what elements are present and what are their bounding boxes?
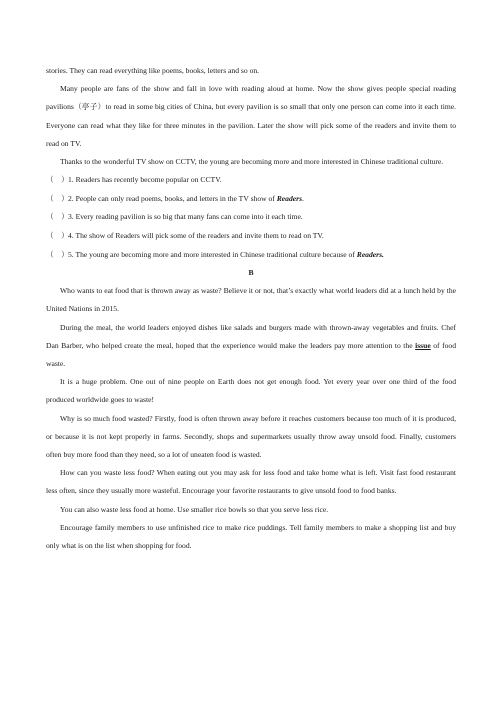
answer-blank[interactable]: （ ）: [46, 231, 69, 240]
underlined-word: issue: [415, 340, 431, 350]
question-text: 1. Readers has recently become popular on CCTV.: [68, 175, 222, 185]
question-list: [46, 171, 456, 264]
question-item: [46, 190, 456, 209]
question-text: 4. The show of Readers will pick some of the readers and invite them to read on TV.: [68, 231, 324, 240]
question-item: [46, 208, 456, 227]
passage-b-paragraph-4: Why is so much food wasted? Firstly, food is often thrown away before it reaches customers because too much of it is produced, or because it is not kept properly in farms. Secondly, shops and supermarkets usually throw away unsold food. Finally, customers often buy more food than they need, so a lot of uneaten food is wasted.: [46, 413, 456, 460]
question-emphasis: Readers: [276, 193, 303, 203]
passage-b-paragraph-2: [46, 319, 456, 374]
answer-blank[interactable]: （ ）: [46, 212, 69, 222]
answer-blank[interactable]: （ ）: [46, 175, 69, 185]
passage-b-paragraph-6: You can also waste less food at home. Use smaller rice bowls so that you serve less rice.: [60, 504, 329, 514]
passage-a-paragraph-2: Thanks to the wonderful TV show on CCTV, the young are becoming more and more interested in Chinese traditional culture.: [60, 157, 444, 167]
passage-b-paragraph-5: How can you waste less food? When eating out you may ask for less food and take home what is left. Visit fast food restaurant less often, since they usually more wasteful. Encourage your favorite restaurants to give unsold food to food banks.: [46, 468, 456, 496]
question-text: 5. The young are becoming more and more interested in Chinese traditional culture because of: [68, 249, 357, 259]
passage-b-paragraph-1: Who wants to eat food that is thrown away as waste? Believe it or not, that’s exactly what world leaders did at a lunch held by the United Nations in 2015.: [46, 286, 456, 314]
question-item: [46, 246, 456, 265]
passage-a-line-0: stories. They can read everything like poems, books, letters and so on.: [46, 66, 260, 75]
question-item: [46, 227, 456, 246]
question-text: 3. Every reading pavilion is so big that many fans can come into it each time.: [68, 212, 303, 222]
answer-blank[interactable]: （ ）: [46, 193, 69, 203]
section-heading: B: [248, 268, 254, 278]
answer-blank[interactable]: （ ）: [46, 249, 69, 259]
question-item: [46, 171, 456, 190]
paragraph-text: of food waste.: [46, 340, 456, 368]
passage-b-paragraph-7: Encourage family members to use unfinished rice to make rice puddings. Tell family members to make a shopping list and buy only what is on the list when shopping for food.: [46, 522, 456, 551]
question-emphasis: Readers.: [356, 249, 384, 259]
passage-b-paragraph-3: It is a huge problem. One out of nine people on Earth does not get enough food. Yet every year over one third of the food produced worldwide goes to waste!: [46, 377, 456, 405]
paragraph-text: During the meal, the world leaders enjoyed dishes like salads and burgers made with thrown-away vegetables and fruits. Chef Dan Barber, who helped create the meal, hoped that the experience would make the leaders pay more attention to the: [46, 322, 456, 350]
page-content: [46, 62, 456, 555]
question-tail: .: [302, 193, 304, 203]
passage-a-paragraph-1: Many people are fans of the show and fall in love with reading aloud at home. Now the show gives people special reading pavilions（亭子）to read in some big cities of China, but every pavilion is so small that only one person can come into it each time. Everyone can read what they like for three minutes in the pavilion. Later the show will pick some of the readers and invite them to read on TV.: [46, 84, 456, 148]
question-text: 2. People can only read poems, books, and letters in the TV show of: [68, 193, 277, 203]
